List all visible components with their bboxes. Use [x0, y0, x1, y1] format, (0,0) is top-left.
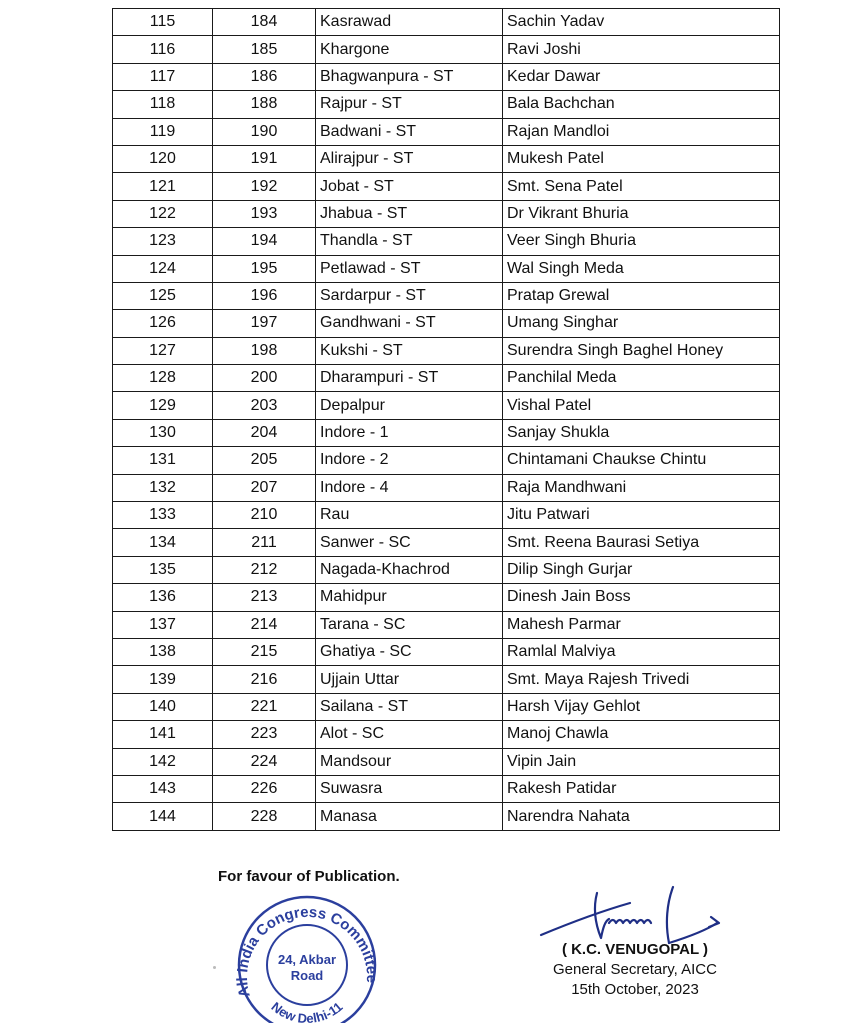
ac-number-cell: 214 — [213, 611, 316, 638]
serial-number-cell: 144 — [113, 803, 213, 830]
ac-number-cell: 216 — [213, 666, 316, 693]
candidate-name-cell: Manoj Chawla — [503, 721, 780, 748]
seal-bottom-text: New Delhi-11 — [268, 998, 346, 1023]
candidate-name-cell: Raja Mandhwani — [503, 474, 780, 501]
candidate-name-cell: Kedar Dawar — [503, 63, 780, 90]
candidate-name-cell: Dr Vikrant Bhuria — [503, 200, 780, 227]
candidate-name-cell: Jitu Patwari — [503, 502, 780, 529]
table-row — [113, 474, 780, 501]
ac-number-cell: 228 — [213, 803, 316, 830]
constituency-cell: Jhabua - ST — [316, 200, 503, 227]
serial-number-cell: 131 — [113, 447, 213, 474]
document-date: 15th October, 2023 — [571, 981, 699, 998]
table-row — [113, 584, 780, 611]
candidate-name-cell: Mahesh Parmar — [503, 611, 780, 638]
candidate-name-cell: Rakesh Patidar — [503, 775, 780, 802]
seal-address-line1: 24, Akbar — [277, 952, 337, 967]
ac-number-cell: 192 — [213, 173, 316, 200]
constituency-cell: Nagada-Khachrod — [316, 556, 503, 583]
table-row — [113, 282, 780, 309]
serial-number-cell: 116 — [113, 36, 213, 63]
serial-number-cell: 138 — [113, 638, 213, 665]
constituency-cell: Ghatiya - SC — [316, 638, 503, 665]
serial-number-cell: 130 — [113, 419, 213, 446]
candidate-name-cell: Surendra Singh Baghel Honey — [503, 337, 780, 364]
serial-number-cell: 141 — [113, 721, 213, 748]
serial-number-cell: 137 — [113, 611, 213, 638]
ac-number-cell: 200 — [213, 365, 316, 392]
serial-number-cell: 140 — [113, 693, 213, 720]
serial-number-cell: 127 — [113, 337, 213, 364]
table-row — [113, 310, 780, 337]
serial-number-cell: 139 — [113, 666, 213, 693]
ac-number-cell: 212 — [213, 556, 316, 583]
table-row — [113, 91, 780, 118]
candidate-name-cell: Wal Singh Meda — [503, 255, 780, 282]
constituency-cell: Depalpur — [316, 392, 503, 419]
candidate-name-cell: Vishal Patel — [503, 392, 780, 419]
ac-number-cell: 226 — [213, 775, 316, 802]
constituency-cell: Dharampuri - ST — [316, 365, 503, 392]
table-row — [113, 611, 780, 638]
table-row — [113, 337, 780, 364]
seal-address-line2: Road — [290, 968, 324, 983]
table-row — [113, 447, 780, 474]
constituency-cell: Ujjain Uttar — [316, 666, 503, 693]
candidate-name-cell: Bala Bachchan — [503, 91, 780, 118]
ac-number-cell: 186 — [213, 63, 316, 90]
serial-number-cell: 120 — [113, 145, 213, 172]
ac-number-cell: 211 — [213, 529, 316, 556]
candidate-name-cell: Chintamani Chaukse Chintu — [503, 447, 780, 474]
serial-number-cell: 134 — [113, 529, 213, 556]
table-row — [113, 803, 780, 830]
ac-number-cell: 207 — [213, 474, 316, 501]
table-row — [113, 9, 780, 36]
table-row — [113, 255, 780, 282]
constituency-cell: Thandla - ST — [316, 228, 503, 255]
serial-number-cell: 123 — [113, 228, 213, 255]
constituency-cell: Gandhwani - ST — [316, 310, 503, 337]
constituency-cell: Alirajpur - ST — [316, 145, 503, 172]
signatory-title: General Secretary, AICC — [553, 961, 717, 978]
publication-note: For favour of Publication. — [218, 868, 400, 885]
constituency-cell: Jobat - ST — [316, 173, 503, 200]
table-row — [113, 529, 780, 556]
serial-number-cell: 136 — [113, 584, 213, 611]
ac-number-cell: 184 — [213, 9, 316, 36]
candidate-table-body — [113, 9, 780, 831]
constituency-cell: Mandsour — [316, 748, 503, 775]
ac-number-cell: 188 — [213, 91, 316, 118]
serial-number-cell: 118 — [113, 91, 213, 118]
ac-number-cell: 198 — [213, 337, 316, 364]
serial-number-cell: 143 — [113, 775, 213, 802]
candidate-name-cell: Panchilal Meda — [503, 365, 780, 392]
table-row — [113, 200, 780, 227]
table-row — [113, 118, 780, 145]
table-row — [113, 36, 780, 63]
ac-number-cell: 205 — [213, 447, 316, 474]
candidate-name-cell: Harsh Vijay Gehlot — [503, 693, 780, 720]
ac-number-cell: 204 — [213, 419, 316, 446]
candidate-table — [112, 8, 780, 831]
table-row — [113, 365, 780, 392]
constituency-cell: Kukshi - ST — [316, 337, 503, 364]
constituency-cell: Sanwer - SC — [316, 529, 503, 556]
constituency-cell: Rau — [316, 502, 503, 529]
ac-number-cell: 195 — [213, 255, 316, 282]
constituency-cell: Tarana - SC — [316, 611, 503, 638]
serial-number-cell: 142 — [113, 748, 213, 775]
table-row — [113, 419, 780, 446]
candidate-name-cell: Vipin Jain — [503, 748, 780, 775]
candidate-name-cell: Dilip Singh Gurjar — [503, 556, 780, 583]
table-row — [113, 145, 780, 172]
candidate-name-cell: Sanjay Shukla — [503, 419, 780, 446]
serial-number-cell: 125 — [113, 282, 213, 309]
candidate-name-cell: Veer Singh Bhuria — [503, 228, 780, 255]
constituency-cell: Bhagwanpura - ST — [316, 63, 503, 90]
serial-number-cell: 119 — [113, 118, 213, 145]
ac-number-cell: 210 — [213, 502, 316, 529]
constituency-cell: Suwasra — [316, 775, 503, 802]
ac-number-cell: 224 — [213, 748, 316, 775]
ac-number-cell: 223 — [213, 721, 316, 748]
serial-number-cell: 117 — [113, 63, 213, 90]
scan-speck — [213, 966, 216, 969]
constituency-cell: Rajpur - ST — [316, 91, 503, 118]
ac-number-cell: 213 — [213, 584, 316, 611]
signatory-block — [530, 940, 740, 1000]
constituency-cell: Manasa — [316, 803, 503, 830]
serial-number-cell: 132 — [113, 474, 213, 501]
serial-number-cell: 133 — [113, 502, 213, 529]
table-row — [113, 721, 780, 748]
constituency-cell: Indore - 1 — [316, 419, 503, 446]
serial-number-cell: 121 — [113, 173, 213, 200]
constituency-cell: Indore - 2 — [316, 447, 503, 474]
table-row — [113, 748, 780, 775]
candidate-name-cell: Pratap Grewal — [503, 282, 780, 309]
serial-number-cell: 128 — [113, 365, 213, 392]
constituency-cell: Badwani - ST — [316, 118, 503, 145]
table-row — [113, 693, 780, 720]
ac-number-cell: 194 — [213, 228, 316, 255]
table-row — [113, 228, 780, 255]
ac-number-cell: 221 — [213, 693, 316, 720]
candidate-name-cell: Smt. Sena Patel — [503, 173, 780, 200]
constituency-cell: Mahidpur — [316, 584, 503, 611]
constituency-cell: Indore - 4 — [316, 474, 503, 501]
table-row — [113, 173, 780, 200]
constituency-cell: Petlawad - ST — [316, 255, 503, 282]
serial-number-cell: 129 — [113, 392, 213, 419]
constituency-cell: Khargone — [316, 36, 503, 63]
constituency-cell: Alot - SC — [316, 721, 503, 748]
constituency-cell: Sardarpur - ST — [316, 282, 503, 309]
candidate-name-cell: Mukesh Patel — [503, 145, 780, 172]
seal-ring-text: All India Congress Committee — [233, 903, 381, 1000]
constituency-cell: Kasrawad — [316, 9, 503, 36]
serial-number-cell: 126 — [113, 310, 213, 337]
table-row — [113, 775, 780, 802]
ac-number-cell: 196 — [213, 282, 316, 309]
signatory-name: ( K.C. VENUGOPAL ) — [561, 941, 709, 958]
candidate-name-cell: Smt. Reena Baurasi Setiya — [503, 529, 780, 556]
ac-number-cell: 203 — [213, 392, 316, 419]
candidate-name-cell: Ramlal Malviya — [503, 638, 780, 665]
candidate-name-cell: Smt. Maya Rajesh Trivedi — [503, 666, 780, 693]
ac-number-cell: 215 — [213, 638, 316, 665]
serial-number-cell: 122 — [113, 200, 213, 227]
candidate-name-cell: Umang Singhar — [503, 310, 780, 337]
table-row — [113, 666, 780, 693]
table-row — [113, 556, 780, 583]
ac-number-cell: 197 — [213, 310, 316, 337]
candidate-name-cell: Rajan Mandloi — [503, 118, 780, 145]
candidate-name-cell: Ravi Joshi — [503, 36, 780, 63]
table-row — [113, 63, 780, 90]
candidate-name-cell: Narendra Nahata — [503, 803, 780, 830]
ac-number-cell: 185 — [213, 36, 316, 63]
ac-number-cell: 190 — [213, 118, 316, 145]
candidate-name-cell: Dinesh Jain Boss — [503, 584, 780, 611]
ac-number-cell: 193 — [213, 200, 316, 227]
table-row — [113, 502, 780, 529]
serial-number-cell: 115 — [113, 9, 213, 36]
serial-number-cell: 135 — [113, 556, 213, 583]
table-row — [113, 392, 780, 419]
table-row — [113, 638, 780, 665]
aicc-seal-stamp — [232, 893, 382, 1023]
serial-number-cell: 124 — [113, 255, 213, 282]
ac-number-cell: 191 — [213, 145, 316, 172]
constituency-cell: Sailana - ST — [316, 693, 503, 720]
candidate-name-cell: Sachin Yadav — [503, 9, 780, 36]
